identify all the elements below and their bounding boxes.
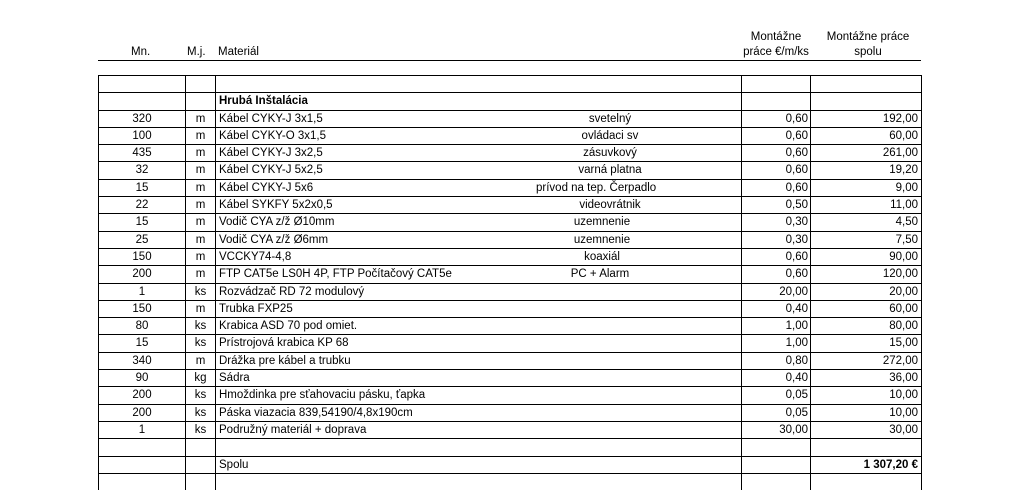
total-price-cell: 90,00 [810,249,922,265]
total-label: Spolu [215,457,741,473]
unit-price-cell: 1,00 [741,318,810,334]
quantity-cell: 200 [98,405,185,421]
total-value: 1 307,20 € [810,457,922,473]
unit-cell [185,93,215,109]
material-name: VCCKY74-4,8 [219,250,292,263]
total-price-cell: 4,50 [810,214,922,230]
material-name-cell [215,284,741,300]
material-name-cell [215,387,741,403]
material-name: Vodič CYA z/ž Ø10mm [219,216,335,229]
header-underline [98,60,921,61]
material-name-cell [215,145,741,161]
unit-price-cell: 30,00 [741,422,810,438]
table-row [98,179,922,196]
material-name: Kábel CYKY-J 5x6 [219,181,314,194]
unit-cell: m [185,353,215,369]
unit-cell: ks [185,387,215,403]
name-cell [215,76,741,92]
table-row [98,369,922,386]
table-row [98,300,922,317]
quantity-cell: 435 [98,145,185,161]
material-name: Trubka FXP25 [219,302,293,315]
material-name: Krabica ASD 70 pod omiet. [219,320,358,333]
table-row [98,231,922,248]
price-cell [741,457,810,473]
table-row [98,213,922,230]
sum-cell [810,76,922,92]
material-name: Kábel CYKY-J 3x1,5 [219,112,323,125]
quantity-cell: 150 [98,301,185,317]
price-cell [741,93,810,109]
unit-price-cell: 0,30 [741,232,810,248]
material-name-cell [215,128,741,144]
material-name-cell [215,405,741,421]
material-name-cell [215,266,741,282]
unit-cell [185,457,215,473]
unit-cell: kg [185,370,215,386]
table-row [98,386,922,403]
quantity-cell: 15 [98,180,185,196]
material-name: Kábel CYKY-O 3x1,5 [219,129,326,142]
quantity-cell: 200 [98,387,185,403]
unit-cell: m [185,111,215,127]
total-price-cell: 36,00 [810,370,922,386]
unit-cell [185,439,215,455]
material-name-cell [215,370,741,386]
total-price-cell: 20,00 [810,284,922,300]
table-row [98,161,922,178]
unit-cell: m [185,128,215,144]
header-total-price: Montážne práce spolu [826,31,910,58]
unit-price-cell: 1,00 [741,335,810,351]
unit-price-cell: 0,30 [741,214,810,230]
material-name-cell [215,318,741,334]
material-name-cell [215,301,741,317]
header-quantity: Mn. [131,46,151,58]
price-cell [741,474,810,490]
material-purpose: varná platna [578,164,642,177]
unit-cell: m [185,301,215,317]
material-name-cell [215,214,741,230]
quantity-cell: 15 [98,335,185,351]
quantity-cell: 80 [98,318,185,334]
quantity-cell: 90 [98,370,185,386]
unit-price-cell: 0,80 [741,353,810,369]
material-name: Kábel CYKY-J 5x2,5 [219,164,323,177]
material-purpose: prívod na tep. Čerpadlo [536,181,657,194]
unit-price-cell: 0,60 [741,128,810,144]
unit-cell: ks [185,422,215,438]
material-table [98,75,922,490]
table-row [98,248,922,265]
unit-price-cell: 0,60 [741,111,810,127]
unit-price-cell: 0,60 [741,162,810,178]
material-name: Hmoždinka pre sťahovaciu pásku, ťapka [219,389,426,402]
table-row [98,404,922,421]
material-purpose: PC + Alarm [570,268,630,281]
price-cell [741,439,810,455]
total-price-cell: 10,00 [810,387,922,403]
total-price-cell: 261,00 [810,145,922,161]
header-unit-price: Montážne práce €/m/ks [743,31,809,58]
material-name: Kábel CYKY-J 3x2,5 [219,147,323,160]
blank-row [98,438,922,455]
sum-cell [810,439,922,455]
total-price-cell: 80,00 [810,318,922,334]
total-price-cell: 30,00 [810,422,922,438]
unit-cell: ks [185,318,215,334]
quantity-cell: 25 [98,232,185,248]
material-name: Rozvádzač RD 72 modulový [219,285,365,298]
blank-row [98,473,922,490]
material-name: FTP CAT5e LS0H 4P, FTP Počítačový CAT5e [219,268,452,281]
sum-cell [810,93,922,109]
unit-cell: m [185,249,215,265]
material-name: Vodič CYA z/ž Ø6mm [219,233,329,246]
material-name: Prístrojová krabica KP 68 [219,337,349,350]
material-purpose: koaxiál [584,250,620,263]
quantity-cell: 150 [98,249,185,265]
table-row [98,144,922,161]
material-purpose: uzemnenie [573,233,631,246]
total-price-cell: 7,50 [810,232,922,248]
unit-cell: m [185,162,215,178]
qty-cell [98,474,185,490]
unit-price-cell: 0,05 [741,387,810,403]
table-row [98,127,922,144]
qty-cell [98,76,185,92]
unit-cell: m [185,214,215,230]
material-name: Páska viazacia 839,54190/4,8x190cm [219,406,413,419]
total-price-cell: 60,00 [810,301,922,317]
unit-price-cell: 0,50 [741,197,810,213]
section-row [98,92,922,109]
material-name: Drážka pre kábel a trubku [219,354,351,367]
material-name-cell [215,180,741,196]
unit-cell: ks [185,335,215,351]
material-name-cell [215,162,741,178]
material-name-cell [215,111,741,127]
quantity-cell: 1 [98,284,185,300]
table-row [98,283,922,300]
unit-price-cell: 0,60 [741,249,810,265]
unit-price-cell: 0,60 [741,180,810,196]
name-cell [215,439,741,455]
sum-cell [810,474,922,490]
unit-cell [185,474,215,490]
total-price-cell: 272,00 [810,353,922,369]
unit-cell [185,76,215,92]
quantity-cell: 22 [98,197,185,213]
quantity-cell: 32 [98,162,185,178]
unit-cell: m [185,180,215,196]
quantity-cell: 200 [98,266,185,282]
table-row [98,334,922,351]
total-price-cell: 10,00 [810,405,922,421]
unit-price-cell: 0,60 [741,266,810,282]
material-name: Kábel SYKFY 5x2x0,5 [219,199,333,212]
quantity-cell: 100 [98,128,185,144]
material-name-cell [215,197,741,213]
name-cell [215,474,741,490]
material-name-cell [215,335,741,351]
material-purpose: videovrátnik [579,199,641,212]
quantity-cell: 340 [98,353,185,369]
material-name: Podružný materiál + doprava [219,423,367,436]
unit-cell: ks [185,284,215,300]
header-unit: M.j. [187,46,206,58]
table-row [98,317,922,334]
unit-cell: m [185,232,215,248]
unit-price-cell: 0,40 [741,370,810,386]
unit-cell: m [185,197,215,213]
material-name-cell [215,353,741,369]
material-name: Sádra [219,372,250,385]
unit-cell: m [185,145,215,161]
table-row [98,265,922,282]
material-name-cell [215,232,741,248]
material-purpose: zásuvkový [583,147,637,160]
quantity-cell: 15 [98,214,185,230]
table-row [98,196,922,213]
qty-cell [98,457,185,473]
total-price-cell: 192,00 [810,111,922,127]
total-price-cell: 60,00 [810,128,922,144]
header-material: Materiál [218,46,259,58]
unit-price-cell: 0,05 [741,405,810,421]
material-name-cell [215,249,741,265]
material-purpose: ovládaci sv [581,129,639,142]
material-purpose: uzemnenie [573,216,631,229]
total-price-cell: 19,20 [810,162,922,178]
section-title: Hrubá Inštalácia [215,93,741,109]
unit-price-cell: 20,00 [741,284,810,300]
quantity-cell: 1 [98,422,185,438]
unit-cell: m [185,266,215,282]
price-cell [741,76,810,92]
table-row [98,421,922,438]
blank-row [98,75,922,92]
quantity-cell: 320 [98,111,185,127]
total-price-cell: 11,00 [810,197,922,213]
unit-cell: ks [185,405,215,421]
total-row [98,456,922,473]
total-price-cell: 15,00 [810,335,922,351]
unit-price-cell: 0,40 [741,301,810,317]
table-header [0,0,1015,62]
material-purpose: svetelný [588,112,632,125]
table-row [98,110,922,127]
table-row [98,352,922,369]
qty-cell [98,93,185,109]
total-price-cell: 120,00 [810,266,922,282]
qty-cell [98,439,185,455]
material-name-cell [215,422,741,438]
total-price-cell: 9,00 [810,180,922,196]
unit-price-cell: 0,60 [741,145,810,161]
